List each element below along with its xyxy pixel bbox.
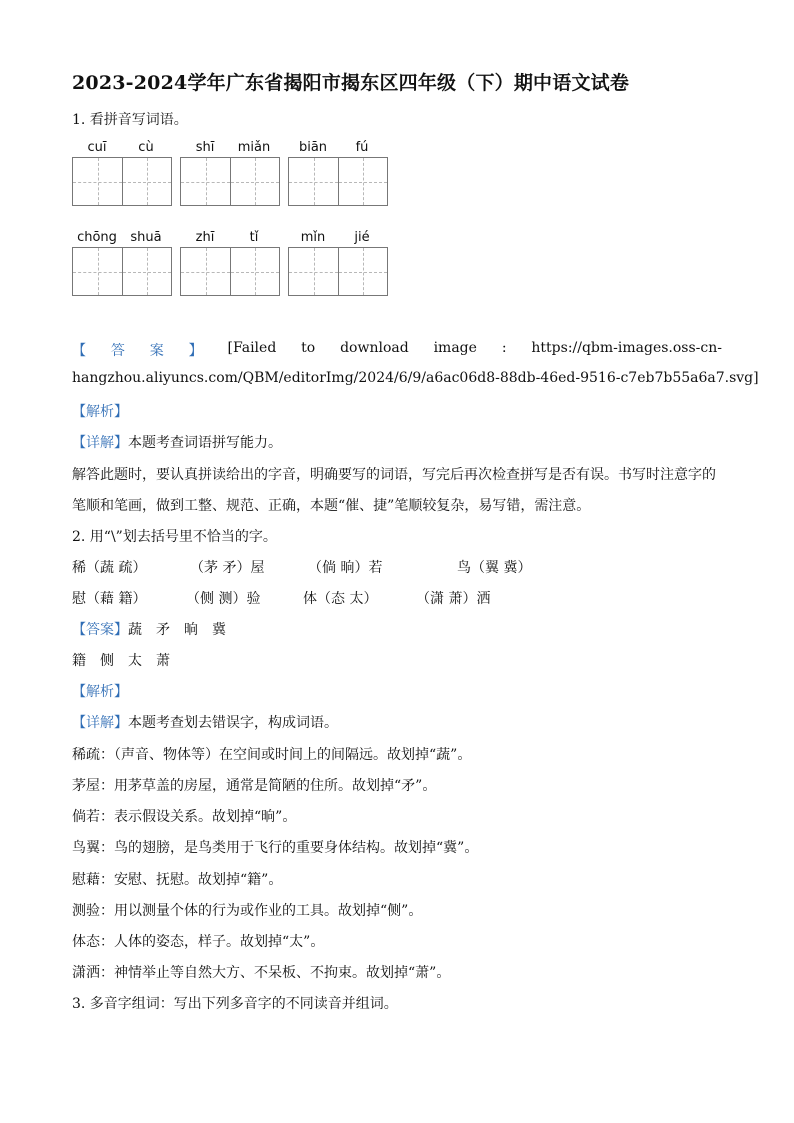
question-3-prompt: 3. 多音字组词：写出下列多音字的不同读音并组词。 [72, 996, 398, 1012]
answer-word: image [433, 340, 477, 356]
writing-grid[interactable] [180, 247, 280, 296]
page-title: 2023-2024学年广东省揭阳市揭东区四年级（下）期中语文试卷 [72, 72, 630, 94]
detail-label: 【详解】 [72, 715, 128, 731]
analysis-label: 【解析】 [72, 404, 128, 420]
answer-char: 案 [149, 343, 164, 359]
pinyin-label: tǐ [249, 230, 259, 245]
answer-text: 籍 侧 太 萧 [72, 653, 170, 669]
pinyin-label: biān [298, 140, 328, 155]
pinyin-label: fú [355, 140, 369, 155]
question-1-prompt: 1. 看拼音写词语。 [72, 112, 188, 128]
answer-word: : [501, 340, 507, 356]
detail-label: 【详解】 [72, 435, 128, 451]
writing-grid[interactable] [180, 157, 280, 206]
explanation-item: 茅屋：用茅草盖的房屋，通常是简陋的住所。故划掉“矛”。 [72, 778, 437, 794]
detail-line [72, 712, 338, 732]
detail-line [72, 432, 282, 452]
answer-bracket: 【 [72, 343, 86, 359]
choice-item: 慰（藉 籍） [72, 591, 147, 607]
explanation-item: 慰藉：安慰、抚慰。故划掉“籍”。 [72, 872, 283, 888]
writing-grid[interactable] [288, 247, 388, 296]
pinyin-label: cù [138, 140, 154, 155]
pinyin-label: zhī [195, 230, 215, 245]
answer-word: download [340, 340, 409, 356]
analysis-label: 【解析】 [72, 684, 128, 700]
pinyin-label: shuā [130, 230, 162, 245]
answer-label: 【答案】 [72, 622, 128, 638]
answer-word: [Failed [227, 340, 277, 356]
pinyin-label: jié [354, 230, 370, 245]
explanation-item: 测验：用以测量个体的行为或作业的工具。故划掉“侧”。 [72, 903, 423, 919]
detail-text: 本题考查划去错误字，构成词语。 [128, 715, 338, 731]
pinyin-label: shī [195, 140, 215, 155]
pinyin-label: cuī [87, 140, 107, 155]
answer-char: 答 [110, 343, 125, 359]
writing-grid[interactable] [288, 157, 388, 206]
answer-line [72, 619, 226, 639]
answer-line [72, 340, 722, 360]
choice-item: 稀（蔬 疏） [72, 560, 147, 576]
pinyin-label: chōng [77, 230, 117, 245]
answer-word: to [301, 340, 316, 356]
choice-item: 体（态 太） [303, 591, 378, 607]
explanation-item: 鸟翼：鸟的翅膀，是鸟类用于飞行的重要身体结构。故划掉“冀”。 [72, 840, 479, 856]
choice-item: （潇 萧）洒 [416, 591, 491, 607]
explanation-item: 潇洒：神情举止等自然大方、不呆板、不拘束。故划掉“萧”。 [72, 965, 451, 981]
answer-bracket: 】 [188, 343, 203, 359]
explanation-item: 体态：人体的姿态，样子。故划掉“太”。 [72, 934, 325, 950]
explanation-paragraph: 解答此题时，要认真拼读给出的字音，明确要写的词语，写完后再次检查拼写是否有误。书写时注意字的 [72, 467, 716, 483]
answer-url-start: https://qbm-images.oss-cn- [531, 340, 722, 356]
choice-item: （茅 矛）屋 [190, 560, 265, 576]
explanation-item: 倘若：表示假设关系。故划掉“晌”。 [72, 809, 297, 825]
writing-grid[interactable] [72, 247, 172, 296]
explanation-paragraph: 笔顺和笔画，做到工整、规范、正确，本题“催、捷”笔顺较复杂，易写错，需注意。 [72, 498, 591, 514]
choice-item: （倘 晌）若 [308, 560, 383, 576]
pinyin-label: mǐn [300, 230, 326, 245]
answer-text: 蔬 矛 晌 冀 [128, 622, 226, 638]
detail-text: 本题考查词语拼写能力。 [128, 435, 282, 451]
choice-item: （侧 测）验 [186, 591, 261, 607]
pinyin-label: miǎn [237, 140, 271, 155]
explanation-item: 稀疏：（声音、物体等）在空间或时间上的间隔远。故划掉“蔬”。 [72, 747, 472, 763]
question-2-prompt: 2. 用“\”划去括号里不恰当的字。 [72, 529, 277, 545]
choice-item: 鸟（翼 冀） [457, 560, 532, 576]
writing-grid[interactable] [72, 157, 172, 206]
answer-url-end: hangzhou.aliyuncs.com/QBM/editorImg/2024/6/9/a6ac06d8-88db-46ed-9516-c7eb7b55a6a7.svg] [72, 370, 759, 386]
